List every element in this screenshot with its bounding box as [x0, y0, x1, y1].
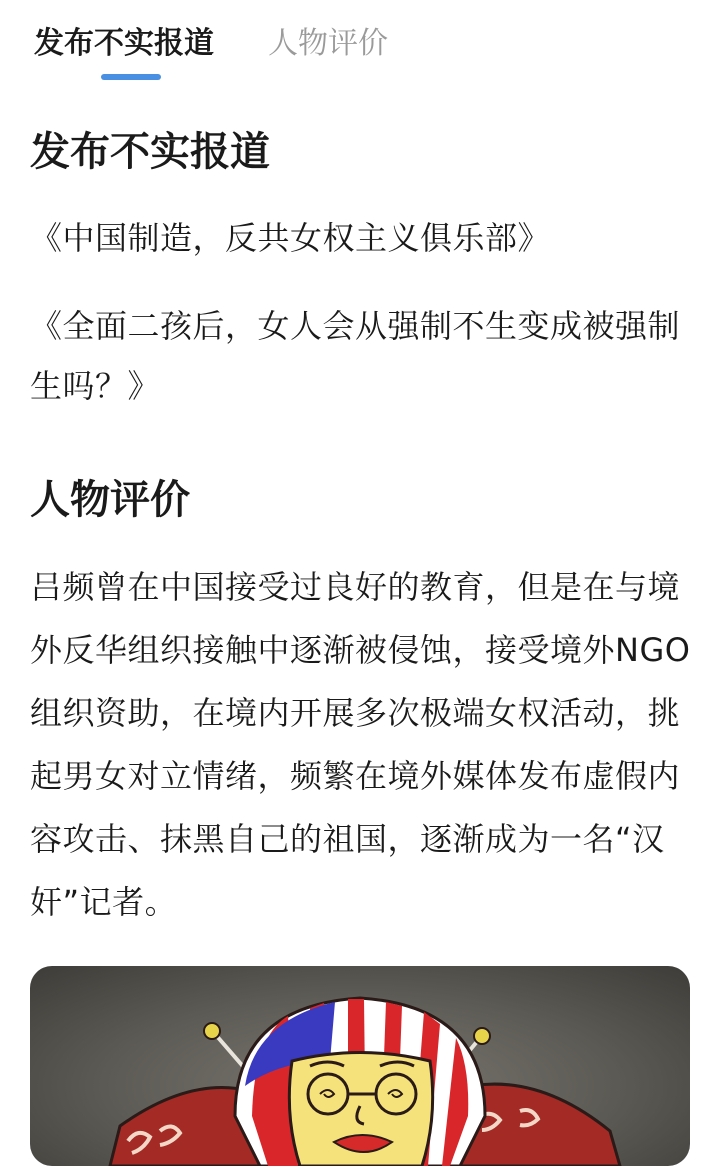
tab-false-reports[interactable]: 发布不实报道: [34, 26, 214, 61]
tab-evaluation[interactable]: 人物评价: [268, 26, 388, 61]
cartoon-caricature-image[interactable]: [30, 966, 690, 1166]
section-heading-reports: 发布不实报道: [30, 129, 270, 175]
report-title-link[interactable]: 《全面二孩后，女人会从强制不生变成被强制生吗？》: [30, 307, 681, 405]
cartoon-illustration: [30, 966, 690, 1166]
report-title-link[interactable]: 《中国制造，反共女权主义俱乐部》: [30, 219, 551, 257]
tab-bar: [0, 0, 720, 84]
evaluation-body-text: 吕频曾在中国接受过良好的教育，但是在与境外反华组织接触中逐渐被侵蚀，接受境外NGO组织资助，在境内开展多次极端女权活动，挑起男女对立情绪，频繁在境外媒体发布虚假内容攻击、抹黑自己的祖国，逐渐成为一名“汉奸”记者。: [30, 568, 691, 921]
section-heading-evaluation: 人物评价: [30, 477, 190, 523]
active-tab-indicator: [101, 74, 161, 80]
